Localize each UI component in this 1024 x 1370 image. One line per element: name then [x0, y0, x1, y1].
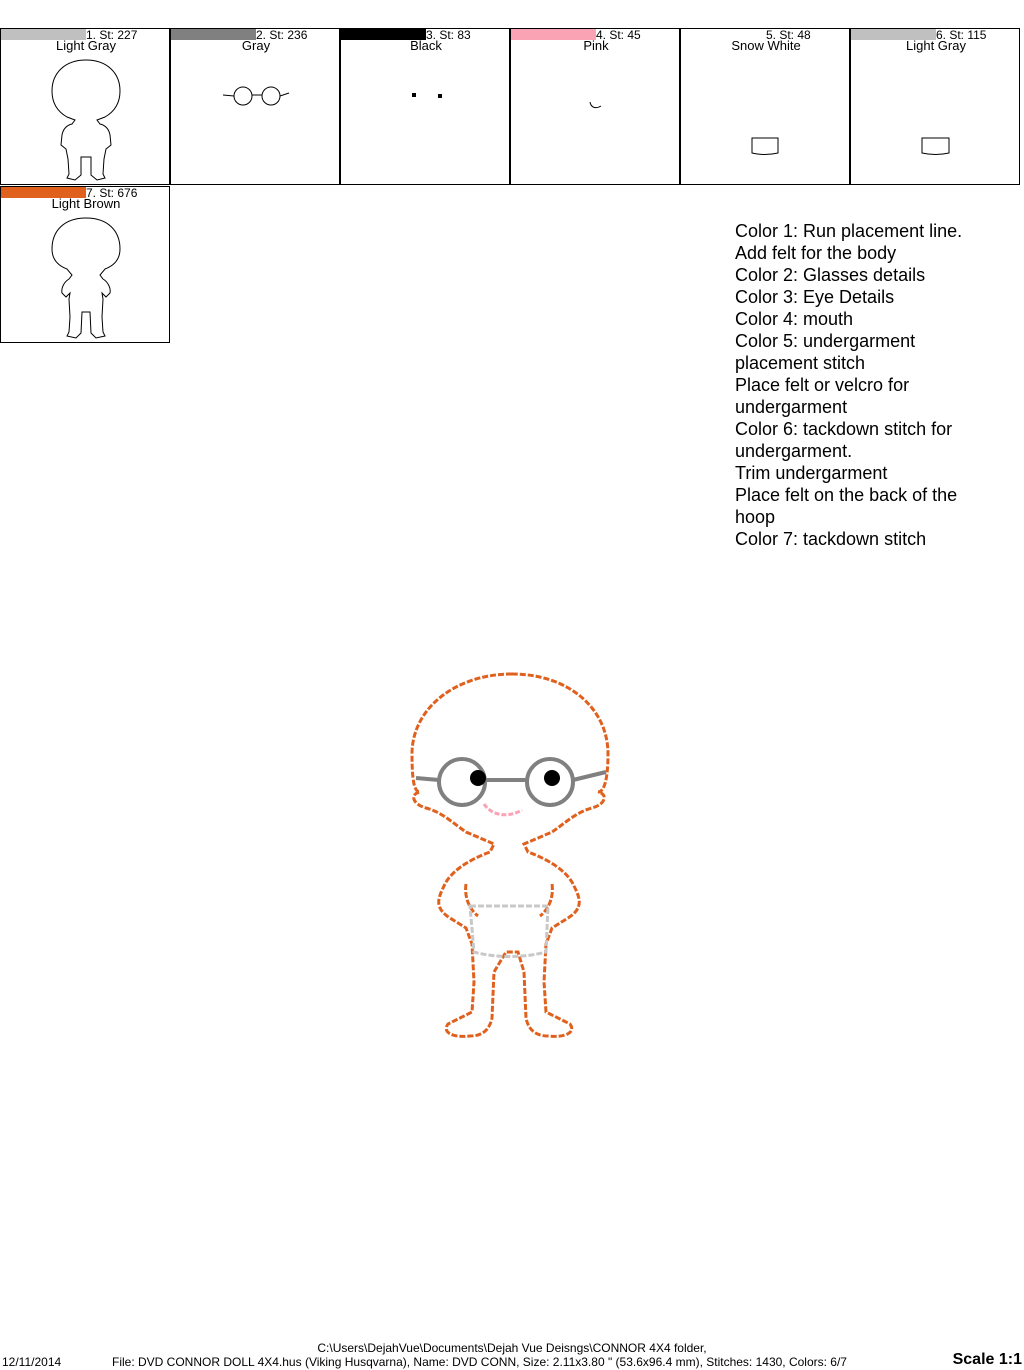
color-step-3 [340, 28, 510, 185]
step-stitch-count: 3. St: 83 [426, 28, 471, 42]
instruction-line: Trim undergarment [735, 463, 888, 483]
instruction-line: Place felt on the back of the [735, 485, 958, 505]
thread-color-name: Light Gray [56, 38, 116, 53]
step-stitch-count: 6. St: 115 [936, 28, 987, 42]
color-step-7 [0, 186, 170, 343]
step-stitch-count: 2. St: 236 [256, 28, 308, 42]
thread-color-name: Light Brown [51, 196, 121, 211]
instruction-line: Add felt for the body [735, 243, 897, 263]
doll-body-outline [412, 674, 608, 1036]
thread-color-name: Pink [583, 38, 609, 53]
eye-right [544, 770, 560, 786]
instruction-line: hoop [735, 507, 776, 527]
instruction-line: undergarment [735, 397, 848, 417]
print-date: 12/11/2014 [2, 1355, 62, 1369]
instruction-line: Color 3: Eye Details [735, 287, 895, 307]
instruction-line: Color 5: undergarment [735, 331, 916, 351]
mouth-icon [511, 29, 680, 185]
instruction-line: Color 2: Glasses details [735, 265, 926, 285]
color-step-5 [680, 28, 850, 185]
step-stitch-count: 4. St: 45 [596, 28, 641, 42]
glasses-icon [171, 29, 340, 185]
color-step-1 [0, 28, 170, 185]
undergarment [470, 906, 548, 957]
eye-left [470, 770, 486, 786]
color-step-2 [170, 28, 340, 185]
doll-tackdown-icon [1, 187, 170, 343]
doll-outline-icon [1, 29, 170, 185]
file-info: File: DVD CONNOR DOLL 4X4.hus (Viking Husqvarna), Name: DVD CONN, Size: 2.11x3.80 " (53.6x96.4 mm), Stitches: 1430, Colors: 6/7 [112, 1355, 847, 1369]
scale-label: Scale 1:1 [952, 1351, 1022, 1368]
stitch-instructions [735, 220, 995, 550]
instruction-line: Color 4: mouth [735, 309, 854, 329]
thread-color-name: Snow White [731, 38, 801, 53]
undergarment-placement-icon [681, 29, 850, 185]
mouth [484, 804, 522, 815]
instruction-line: Place felt or velcro for [735, 375, 910, 395]
step-stitch-count: 7. St: 676 [86, 186, 138, 200]
instruction-line: Color 7: tackdown stitch [735, 529, 927, 549]
file-path: C:\Users\DejahVue\Documents\Dejah Vue Deisngs\CONNOR 4X4 folder, [317, 1341, 707, 1355]
undergarment-tackdown-icon [851, 29, 1020, 185]
doll-embroidery-preview [400, 662, 624, 1046]
thread-color-name: Black [410, 38, 442, 53]
step-stitch-count: 1. St: 227 [86, 28, 138, 42]
eyes-icon [341, 29, 510, 185]
instruction-line: placement stitch [735, 353, 866, 373]
color-step-4 [510, 28, 680, 185]
step-stitch-count: 5. St: 48 [766, 28, 811, 42]
instruction-line: Color 1: Run placement line. [735, 221, 963, 241]
thread-color-name: Gray [241, 38, 271, 53]
instruction-line: Color 6: tackdown stitch for [735, 419, 953, 439]
color-step-6 [850, 28, 1020, 185]
thread-color-name: Light Gray [906, 38, 966, 53]
instruction-line: undergarment. [735, 441, 853, 461]
